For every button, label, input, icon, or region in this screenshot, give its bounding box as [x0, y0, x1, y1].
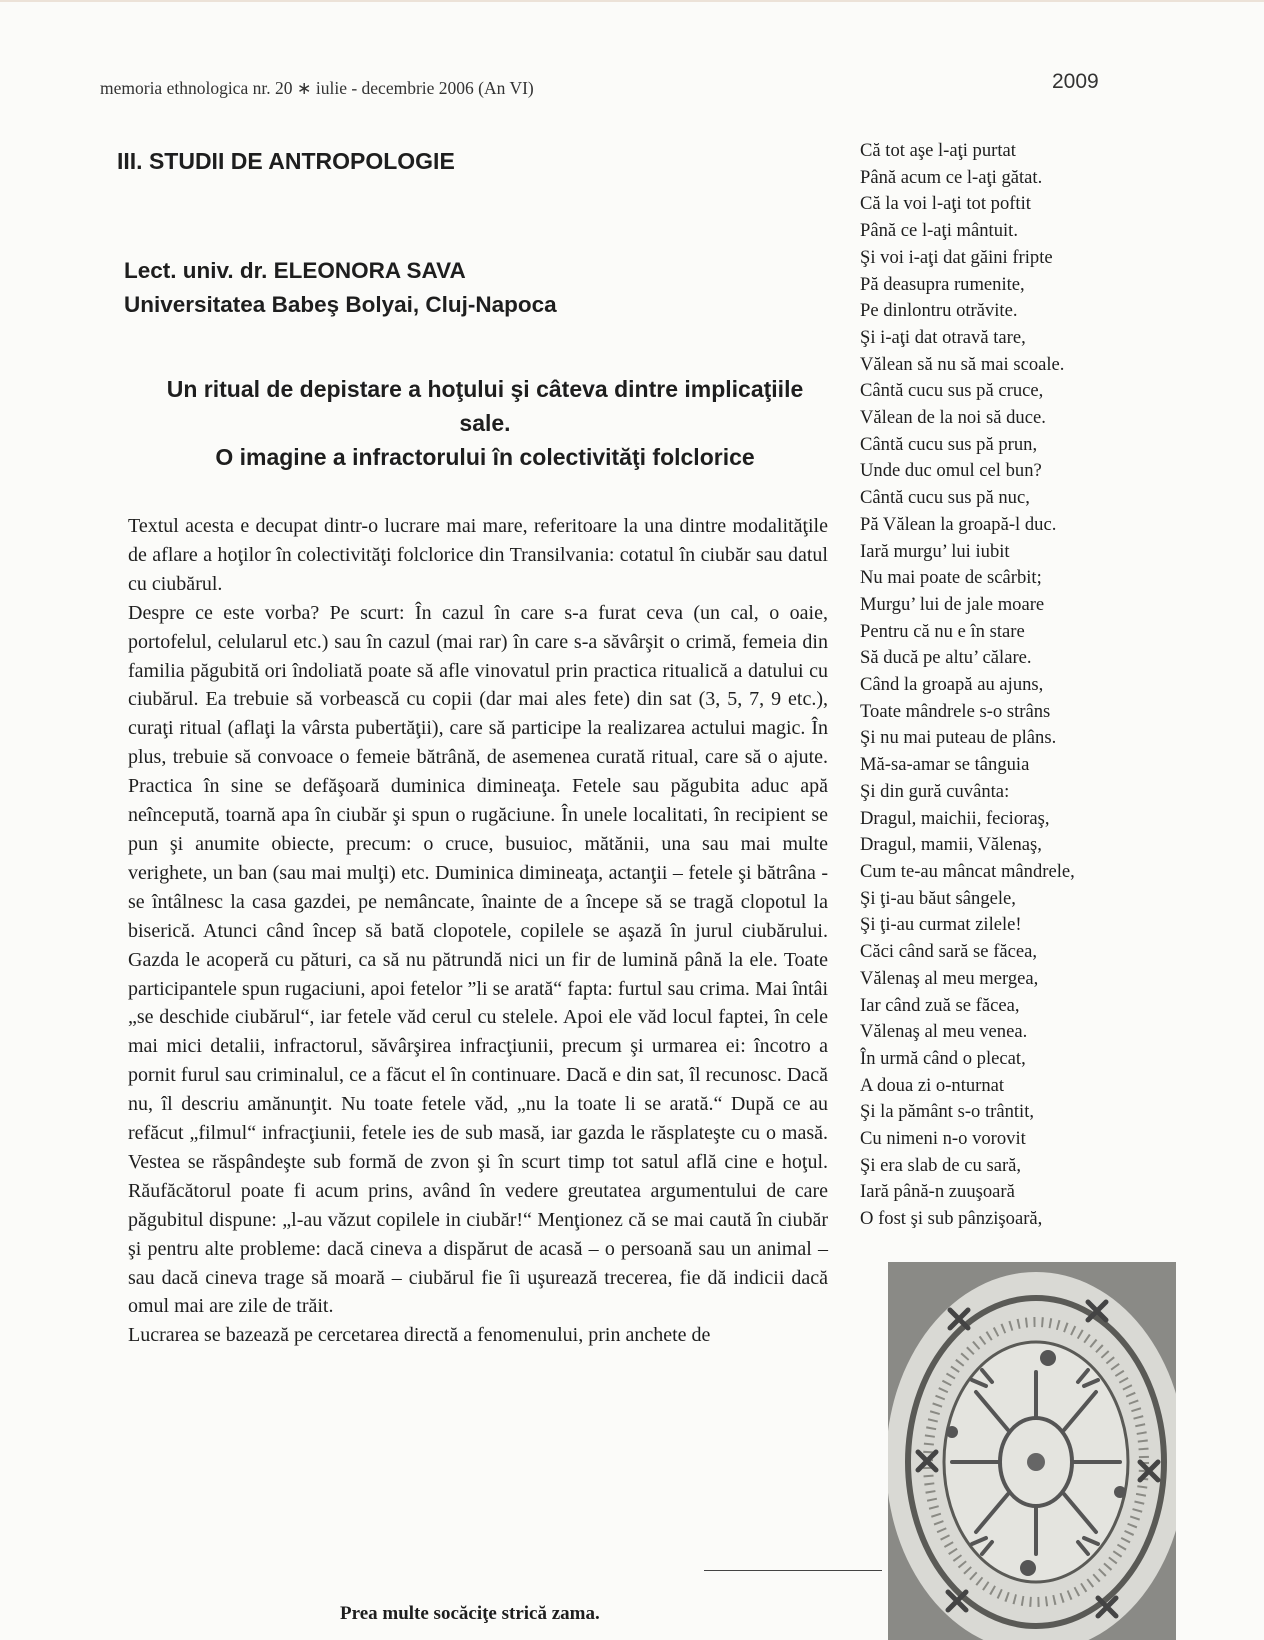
- article-body: [128, 512, 828, 1350]
- poem-line: Iar când zuă se făcea,: [860, 994, 1020, 1016]
- poem-line: Iară murgu’ lui iubit: [860, 540, 1010, 562]
- poem-line: Nu mai poate de scârbit;: [860, 567, 1042, 589]
- poem-line: Cântă cucu sus pă prun,: [860, 433, 1038, 455]
- running-header: memoria ethnologica nr. 20 ∗ iulie - decembrie 2006 (An VI): [100, 78, 534, 98]
- poem-line: În urmă când o plecat,: [860, 1047, 1026, 1069]
- article-title-line-2: O imagine a infractorului în colectivităţi folclorice: [215, 444, 755, 470]
- poem-line: Până ce l-aţi mântuit.: [860, 220, 1018, 242]
- poem-line: Murgu’ lui de jale moare: [860, 593, 1045, 615]
- poem-line: Cântă cucu sus pă cruce,: [860, 380, 1044, 402]
- poem-line: Pă deasupra rumenite,: [860, 273, 1025, 295]
- poem-line: Iară până-n zuuşoară: [860, 1181, 1015, 1203]
- footnote-rule: [704, 1570, 882, 1571]
- poem-line: Unde duc omul cel bun?: [860, 460, 1042, 482]
- author-name: Lect. univ. dr. ELEONORA SAVA: [124, 258, 466, 283]
- poem-line: Toate mândrele s-o strâns: [860, 700, 1051, 722]
- poem-line: Să ducă pe altu’ călare.: [860, 647, 1032, 669]
- author-block: [124, 254, 557, 322]
- article-title: [150, 372, 820, 474]
- poem-line: Dragul, maichii, fecioraş,: [860, 807, 1050, 829]
- folk-poem: [860, 138, 1075, 1233]
- poem-line: Şi ţi-au băut sângele,: [860, 887, 1016, 909]
- body-paragraph: Textul acesta e decupat dintr-o lucrare mai mare, referitoare la una dintre modalităţile de aflare a hoţilor în colectivităţi folclorice din Transilvania: cotatul în ciubăr sau datul cu ciubărul.: [128, 515, 828, 595]
- poem-line: Vălean de la noi să duce.: [860, 407, 1046, 429]
- ceramic-plate-photo: [888, 1262, 1176, 1640]
- poem-line: Că la voi l-aţi tot poftit: [860, 193, 1031, 215]
- plate-image: [888, 1262, 1176, 1640]
- poem-line: Mă-sa-amar se tânguia: [860, 754, 1030, 776]
- poem-line: Că tot aşe l-aţi purtat: [860, 140, 1016, 161]
- poem-line: Şi la pământ s-o trântit,: [860, 1101, 1035, 1123]
- body-paragraph: Despre ce este vorba? Pe scurt: În cazul în care s-a furat ceva (un cal, o oaie, portofelul, celularul etc.) sau în cazul (mai rar) în care s-a săvârşit o crimă, femeia din familia păgubită ori îndoliată poate să afle vinovatul prin practica ritualică a datului cu ciubărul. Ea trebuie să vorbească cu copii (dar mai ales fete) din sat (3, 5, 7, 9 etc.), curaţi ritual (aflaţi la vârsta pubertăţii), care să participe la realizarea actului magic. În plus, trebuie să convoace o femeie bătrână, de asemenea curată ritual, care să o ajute. Practica în sine se defăşoară duminica dimineaţa. Fetele sau păgubita aduc apă neîncepută, toarnă apa în ciubăr şi spun o rugăciune. În unele localitati, în recipient se pun şi anumite obiecte, precum: o cruce, busuioc, mătănii, una sau mai multe verighete, un ban (sau mai mulţi) etc. Duminica dimineaţa, actanţii – fetele şi bătrâna - se întâlnesc la casa gazdei, pe nemâncate, înainte de a începe să se tragă clopotul la biserică. Atunci când încep să bată clopotele, copilele se aşază în jurul ciubărului. Gazda le acoperă cu pături, ca să nu pătrundă nici un fir de lumină până la ele. Toate participantele spun rugaciuni, apoi fetelor ”li se arată“ fapta: furtul sau crima. Mai întâi „se deschide ciubărul“, iar fetele văd cerul cu stelele. Apoi ele văd locul faptei, în cele mai mici detalii, infractorul, săvârşirea infracţiunii, precum şi urmarea ei: încotro a pornit furul sau criminalul, ce a făcut el în continuare. Dacă e din sat, îl recunosc. Dacă nu, îl descriu amănunţit. Nu toate fetele văd, „nu la toate li se arată.“ După ce au refăcut „filmul“ infracţiunii, fetele ies de sub masă, iar gazda le răsplateşte cu o masă. Vestea se răspândeşte sub formă de zvon şi în scurt timp tot satul află cine e hoţul. Răufăcătorul poate fi acum prins, având în vedere greutatea argumentului de care păgubitul dispune: „l-au văzut copilele in ciubăr!“ Menţionez că se mai caută în ciubăr şi pentru alte probleme: dacă cineva a dispărut de acasă – o persoană sau un animal – sau dacă cineva trage să moară – ciubărul fie îi uşurează trecerea, fie dă indicii dacă omul mai are zile de trăit.: [128, 601, 828, 1318]
- page-number: 2009: [1052, 70, 1099, 93]
- body-paragraph: Lucrarea se bazează pe cercetarea directă a fenomenului, prin anchete de: [128, 1324, 711, 1347]
- poem-line: Pentru că nu e în stare: [860, 620, 1025, 642]
- author-affiliation: Universitatea Babeş Bolyai, Cluj-Napoca: [124, 292, 557, 317]
- poem-line: Vălenaş al meu venea.: [860, 1021, 1028, 1043]
- section-title: III. STUDII DE ANTROPOLOGIE: [117, 148, 455, 174]
- poem-line: Pă Vălean la groapă-l duc.: [860, 513, 1057, 535]
- poem-line: Dragul, mamii, Vălenaş,: [860, 834, 1042, 856]
- poem-line: Până acum ce l-aţi gătat.: [860, 166, 1043, 188]
- article-title-line-1: Un ritual de depistare a hoţului şi câteva dintre implicaţiile sale.: [166, 376, 804, 436]
- poem-line: Când la groapă au ajuns,: [860, 674, 1044, 696]
- footnote-proverb: Prea multe socăciţe strică zama.: [340, 1603, 600, 1624]
- poem-line: Cum te-au mâncat mândrele,: [860, 860, 1075, 882]
- poem-line: O fost şi sub pânzişoară,: [860, 1208, 1043, 1230]
- poem-line: Pe dinlontru otrăvite.: [860, 300, 1018, 322]
- poem-line: Şi ţi-au curmat zilele!: [860, 914, 1022, 936]
- poem-line: Şi i-aţi dat otravă tare,: [860, 326, 1026, 348]
- scan-edge-line: [0, 0, 1264, 2]
- poem-line: Şi nu mai puteau de plâns.: [860, 727, 1057, 749]
- poem-line: Vălenaş al meu mergea,: [860, 967, 1039, 989]
- poem-line: Şi din gură cuvânta:: [860, 780, 1010, 802]
- poem-line: Şi era slab de cu sară,: [860, 1154, 1022, 1176]
- poem-line: A doua zi o-nturnat: [860, 1074, 1005, 1096]
- poem-line: Căci când sară se făcea,: [860, 941, 1038, 963]
- poem-line: Cântă cucu sus pă nuc,: [860, 487, 1030, 509]
- poem-line: Vălean să nu să mai scoale.: [860, 353, 1065, 375]
- poem-line: Cu nimeni n-o vorovit: [860, 1128, 1026, 1150]
- poem-line: Şi voi i-aţi dat găini fripte: [860, 246, 1053, 268]
